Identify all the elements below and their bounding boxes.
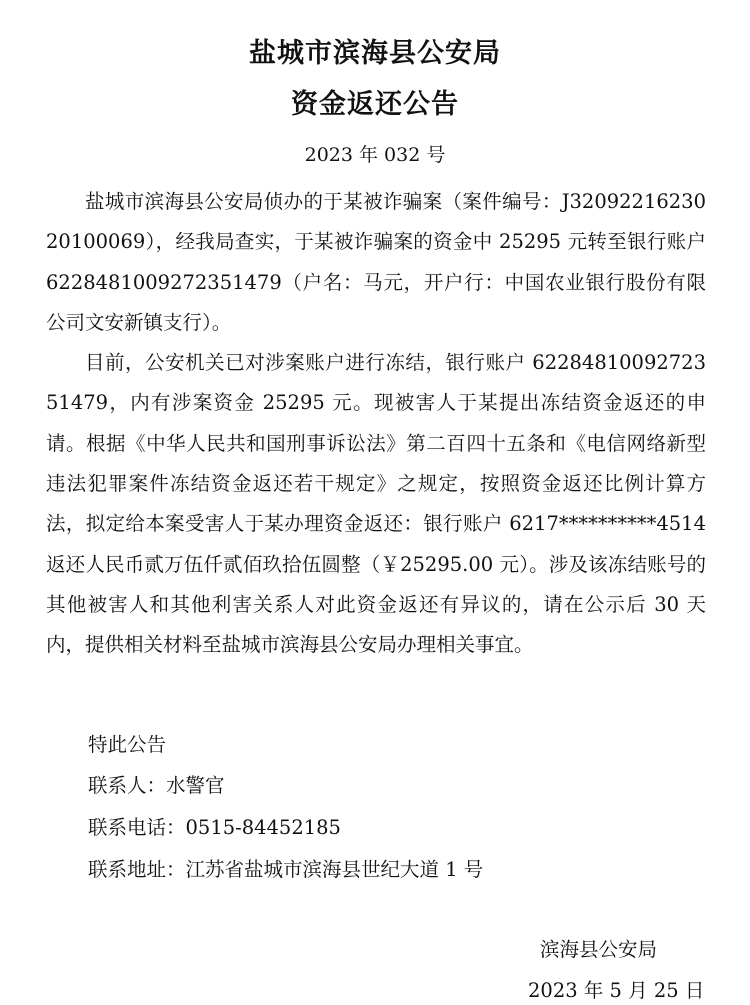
case-paragraph: 盐城市滨海县公安局侦办的于某被诈骗案（案件编号：J3209221623020100069），经我局查实，于某被诈骗案的资金中 25295 元转至银行账户 6228481009272351479（户名：马元，开户行：中国农业银行股份有限公司文安新镇支行）。 (46, 190, 706, 334)
document-number: 2023 年 032 号 (304, 144, 446, 166)
contact-phone: 联系电话：0515-84452185 (88, 816, 341, 839)
contact-address: 联系地址：江苏省盐城市滨海县世纪大道 1 号 (88, 858, 484, 881)
notice-title: 资金返还公告 (291, 89, 459, 120)
signer: 滨海县公安局 (540, 938, 658, 961)
notice-closing: 特此公告 (88, 733, 167, 756)
signing-date: 2023 年 5 月 25 日 (528, 979, 705, 1002)
issuer-title: 盐城市滨海县公安局 (249, 38, 501, 69)
notice-body (46, 182, 706, 666)
contact-person: 联系人：水警官 (88, 774, 225, 797)
refund-paragraph: 目前，公安机关已对涉案账户进行冻结，银行账户 6228481009272351479，内有涉案资金 25295 元。现被害人于某提出冻结资金返还的申请。根据《中华人民共和国刑事诉讼法》第二百四十五条和《电信网络新型违法犯罪案件冻结资金返还若干规定》之规定，按照资金返还比例计算方法，拟定给本案受害人于某办理资金返还：银行账户 6217**********4514 返还人民币贰万伍仟贰佰玖拾伍圆整（￥25295.00 元）。涉及该冻结账号的其他被害人和其他利害关系人对此资金返还有异议的，请在公示后 30 天内，提供相关材料至盐城市滨海县公安局办理相关事宜。 (46, 351, 706, 657)
